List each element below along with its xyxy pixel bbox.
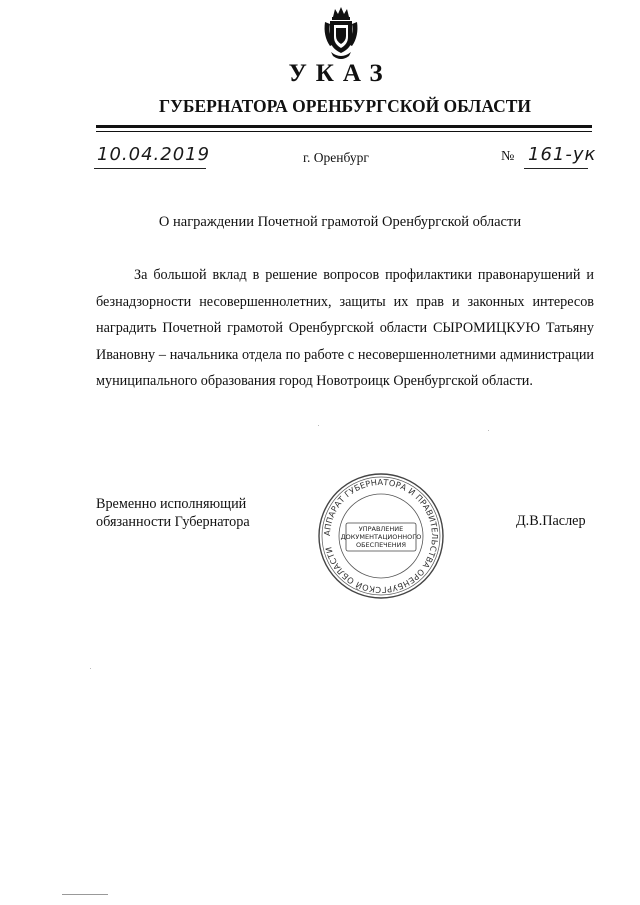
number-underline <box>524 168 588 169</box>
seal-center-line3: ОБЕСПЕЧЕНИЯ <box>355 541 407 549</box>
issuer-title: ГУБЕРНАТОРА ОРЕНБУРГСКОЙ ОБЛАСТИ <box>158 96 532 116</box>
scan-speck <box>318 425 319 426</box>
header-rule-thick <box>96 125 592 128</box>
footer-mark <box>62 894 108 895</box>
scan-speck <box>90 668 91 669</box>
number-label: № <box>501 149 515 164</box>
decree-heading: О награждении Почетной грамотой Оренбургской области <box>158 214 522 230</box>
decree-body: За большой вклад в решение вопросов профилактики правонарушений и безнадзорности несовершеннолетних, защиты их прав и законных интересов наградить Почетной грамотой Оренбургской области СЫРОМИЦКУЮ Татьяну Ивановну – начальника отдела по работе с несовершеннолетними администрации муниципального образования город Новотроицк Оренбургской области. <box>96 267 594 390</box>
seal-center-line1: УПРАВЛЕНИЕ <box>358 525 404 533</box>
issue-city: г. Оренбург <box>303 150 369 165</box>
document-title: УКАЗ <box>288 60 392 87</box>
decree-number: 161-ук <box>528 144 597 165</box>
date-underline <box>94 168 206 169</box>
signatory-position <box>96 495 250 531</box>
signatory-name: Д.В.Паслер <box>516 513 586 529</box>
seal-center-line2: ДОКУМЕНТАЦИОННОГО <box>340 533 422 541</box>
coat-of-arms-emblem <box>322 6 360 62</box>
scan-speck <box>488 430 489 431</box>
decree-date: 10.04.2019 <box>97 144 211 165</box>
official-seal <box>316 471 446 601</box>
header-rule-thin <box>96 131 592 132</box>
seal-ring-text: АППАРАТ ГУБЕРНАТОРА И ПРАВИТЕЛЬСТВА ОРЕНБУРГСКОЙ ОБЛАСТИ <box>321 476 441 596</box>
signatory-position-line1: Временно исполняющий <box>96 496 247 512</box>
signatory-position-line2: обязанности Губернатора <box>96 514 250 530</box>
